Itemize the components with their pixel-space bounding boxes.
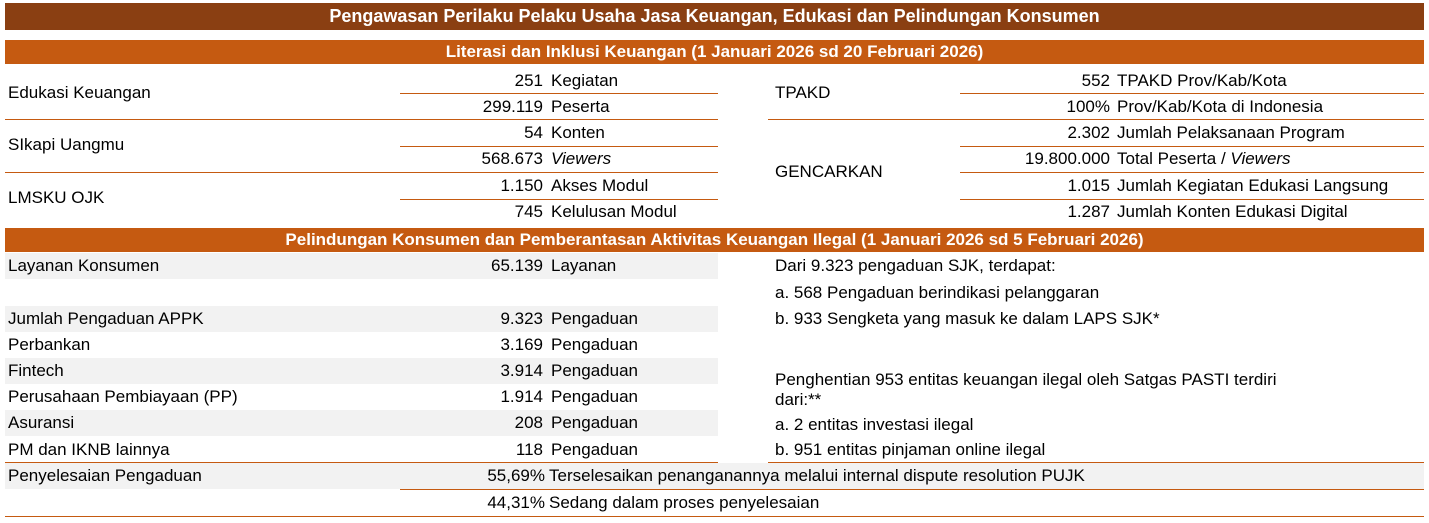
tpakd-unit-2: Prov/Kab/Kota di Indonesia (1117, 97, 1324, 116)
pengaduan-label: Jumlah Pengaduan APPK (8, 309, 204, 328)
lmsku-value-2: 745 (514, 202, 543, 221)
edukasi-unit-2: Peserta (551, 97, 610, 116)
lmsku-unit-1: Akses Modul (551, 176, 649, 195)
literasi-section-title: Literasi dan Inklusi Keuangan (1 Januari 2026 sd 20 Februari 2026) (5, 40, 1424, 64)
gencarkan-unit-2-text: Total Peserta / (1117, 149, 1226, 168)
gencarkan-value-4: 1.287 (1067, 202, 1110, 221)
gencarkan-label: GENCARKAN (775, 162, 883, 181)
gencarkan-unit-4: Jumlah Konten Edukasi Digital (1117, 202, 1348, 221)
sikapi-unit-2: Viewers (551, 149, 612, 168)
divider (5, 516, 1424, 517)
pengaduan-unit: Pengaduan (551, 440, 638, 459)
penyelesaian-value-2: 44,31% (487, 493, 545, 512)
main-title: Pengawasan Perilaku Pelaku Usaha Jasa Keuangan, Edukasi dan Pelindungan Konsumen (5, 3, 1424, 30)
gencarkan-value-1: 2.302 (1067, 123, 1110, 142)
edukasi-value-1: 251 (514, 71, 543, 90)
pengaduan-value: 118 (515, 440, 543, 459)
sikapi-value-1: 54 (524, 123, 543, 142)
tpakd-unit-1: TPAKD Prov/Kab/Kota (1117, 71, 1287, 90)
note-pasti-intro-2: dari:** (775, 390, 822, 409)
edukasi-unit-1: Kegiatan (551, 71, 619, 90)
gencarkan-value-3: 1.015 (1067, 176, 1110, 195)
pengaduan-label: Perusahaan Pembiayaan (PP) (8, 387, 238, 406)
pengaduan-label: PM dan IKNB lainnya (8, 440, 170, 459)
edukasi-value-2: 299.119 (482, 97, 543, 116)
sikapi-label: SIkapi Uangmu (8, 135, 125, 154)
gencarkan-value-2: 19.800.000 (1024, 149, 1110, 168)
pengaduan-value: 1.914 (500, 387, 543, 406)
note-sjk-a: a. 568 Pengaduan berindikasi pelanggaran (775, 283, 1100, 302)
pengaduan-value: 3.169 (500, 335, 543, 354)
pengaduan-value: 3.914 (500, 361, 543, 380)
note-pasti-intro-1: Penghentian 953 entitas keuangan ilegal oleh Satgas PASTI terdiri (775, 370, 1277, 389)
sikapi-unit-1: Konten (551, 123, 605, 142)
pengaduan-value: 208 (514, 413, 543, 432)
note-sjk-b: b. 933 Sengketa yang masuk ke dalam LAPS SJK* (775, 309, 1160, 328)
gencarkan-unit-1: Jumlah Pelaksanaan Program (1117, 123, 1345, 142)
pengaduan-label: Perbankan (8, 335, 91, 354)
penyelesaian-value-1: 55,69% (487, 466, 545, 485)
tpakd-value-1: 552 (1081, 71, 1110, 90)
penyelesaian-label: Penyelesaian Pengaduan (8, 466, 202, 485)
note-pasti-a: a. 2 entitas investasi ilegal (775, 415, 974, 434)
pengaduan-unit: Pengaduan (551, 361, 638, 380)
pengaduan-value: 9.323 (500, 309, 543, 328)
edukasi-label: Edukasi Keuangan (8, 83, 151, 102)
tpakd-label: TPAKD (775, 83, 831, 102)
note-pasti-b: b. 951 entitas pinjaman online ilegal (775, 440, 1046, 459)
pengaduan-unit: Pengaduan (551, 309, 638, 328)
pengaduan-unit: Pengaduan (551, 413, 638, 432)
gencarkan-unit-3: Jumlah Kegiatan Edukasi Langsung (1117, 176, 1389, 195)
layanan-unit: Layanan (551, 256, 617, 275)
gencarkan-unit-2-italic: Viewers (1230, 149, 1291, 168)
pengaduan-unit: Pengaduan (551, 335, 638, 354)
layanan-value: 65.139 (491, 256, 543, 275)
note-sjk-intro: Dari 9.323 pengaduan SJK, terdapat: (775, 256, 1056, 275)
sikapi-value-2: 568.673 (481, 149, 543, 168)
gencarkan-unit-2 (1117, 146, 1291, 172)
layanan-label: Layanan Konsumen (8, 256, 160, 275)
lmsku-unit-2: Kelulusan Modul (551, 202, 677, 221)
pengaduan-label: Fintech (8, 361, 64, 380)
pengaduan-unit: Pengaduan (551, 387, 638, 406)
pelindungan-section-title: Pelindungan Konsumen dan Pemberantasan Aktivitas Keuangan Ilegal (1 Januari 2026 sd 5 Februari 2026) (5, 228, 1424, 252)
lmsku-label: LMSKU OJK (8, 188, 105, 207)
divider (5, 119, 718, 120)
tpakd-value-2: 100% (1066, 97, 1110, 116)
lmsku-value-1: 1.150 (500, 176, 543, 195)
penyelesaian-text-1: Terselesaikan penanganannya melalui internal dispute resolution PUJK (549, 466, 1085, 485)
pengaduan-label: Asuransi (8, 413, 75, 432)
penyelesaian-text-2: Sedang dalam proses penyelesaian (549, 493, 820, 512)
